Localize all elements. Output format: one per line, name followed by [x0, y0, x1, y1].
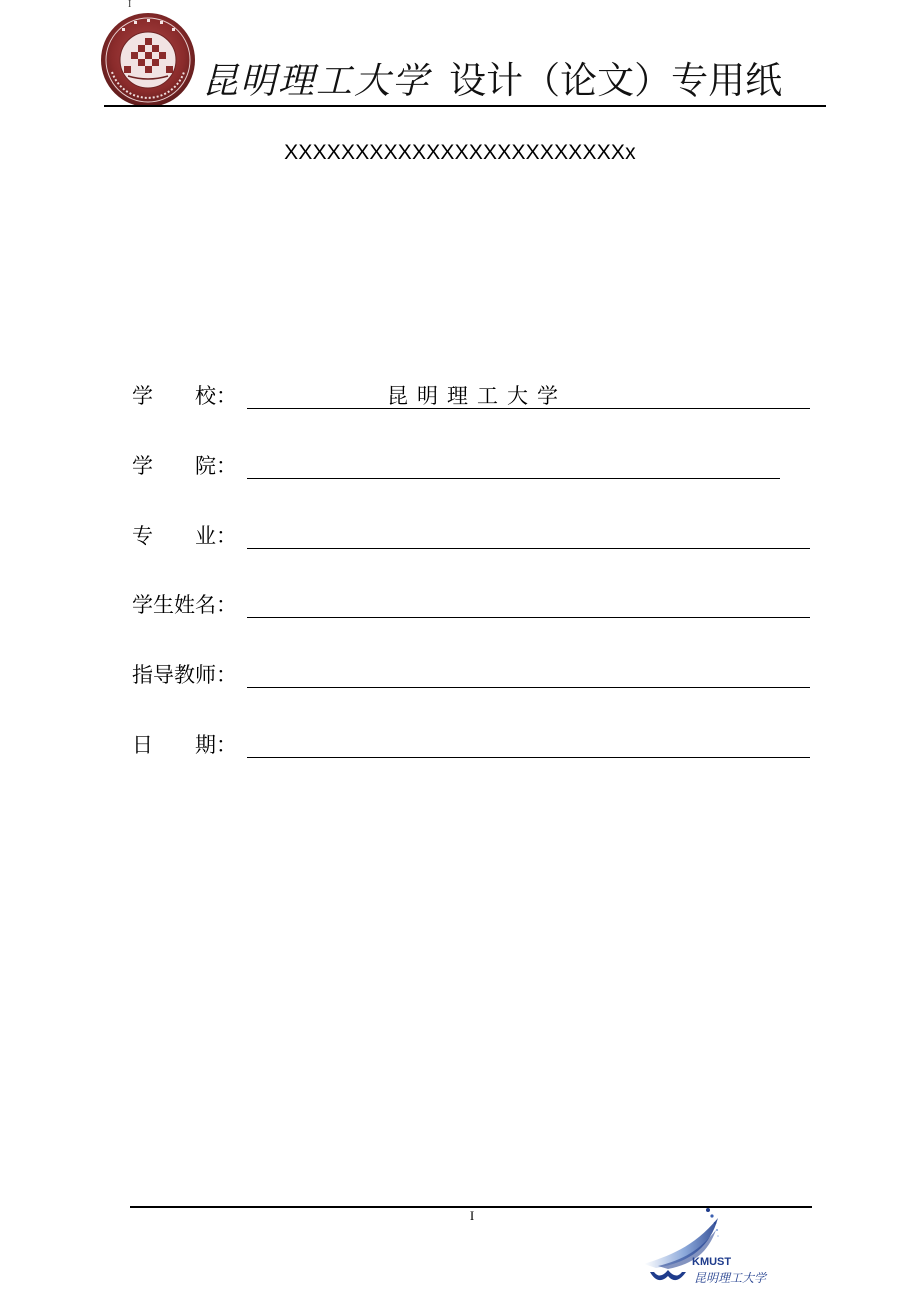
field-label: 指导教师： [132, 663, 237, 687]
field-underline[interactable] [247, 757, 810, 758]
field-underline[interactable] [247, 408, 810, 409]
field-underline[interactable] [247, 617, 810, 618]
field-label: 日 期： [132, 733, 237, 757]
header-mark: I [128, 0, 132, 10]
field-label: 专 业： [132, 524, 237, 548]
field-label: 学生姓名： [132, 593, 237, 617]
field-label: 学 校： [132, 384, 237, 408]
field-underline[interactable] [247, 478, 780, 479]
field-label: 学 院： [132, 454, 237, 478]
field-underline[interactable] [247, 687, 810, 688]
header-rule [104, 105, 826, 107]
field-value: 昆明理工大学 [387, 384, 567, 408]
paper-label: 设计（论文）专用纸 [449, 59, 783, 102]
school-name-script: 昆明理工大学 [202, 61, 431, 102]
page-number: I [469, 1208, 475, 1223]
logo-text: KMUST [692, 1256, 732, 1268]
kmust-logo-icon [638, 1206, 778, 1290]
field-underline[interactable] [247, 548, 810, 549]
header-title [202, 50, 782, 100]
document-title: XXXXXXXXXXXXXXXXXXXXXXXXx [284, 141, 636, 164]
logo-script: 昆明理工大学 [694, 1271, 767, 1285]
university-seal-icon [100, 12, 196, 108]
